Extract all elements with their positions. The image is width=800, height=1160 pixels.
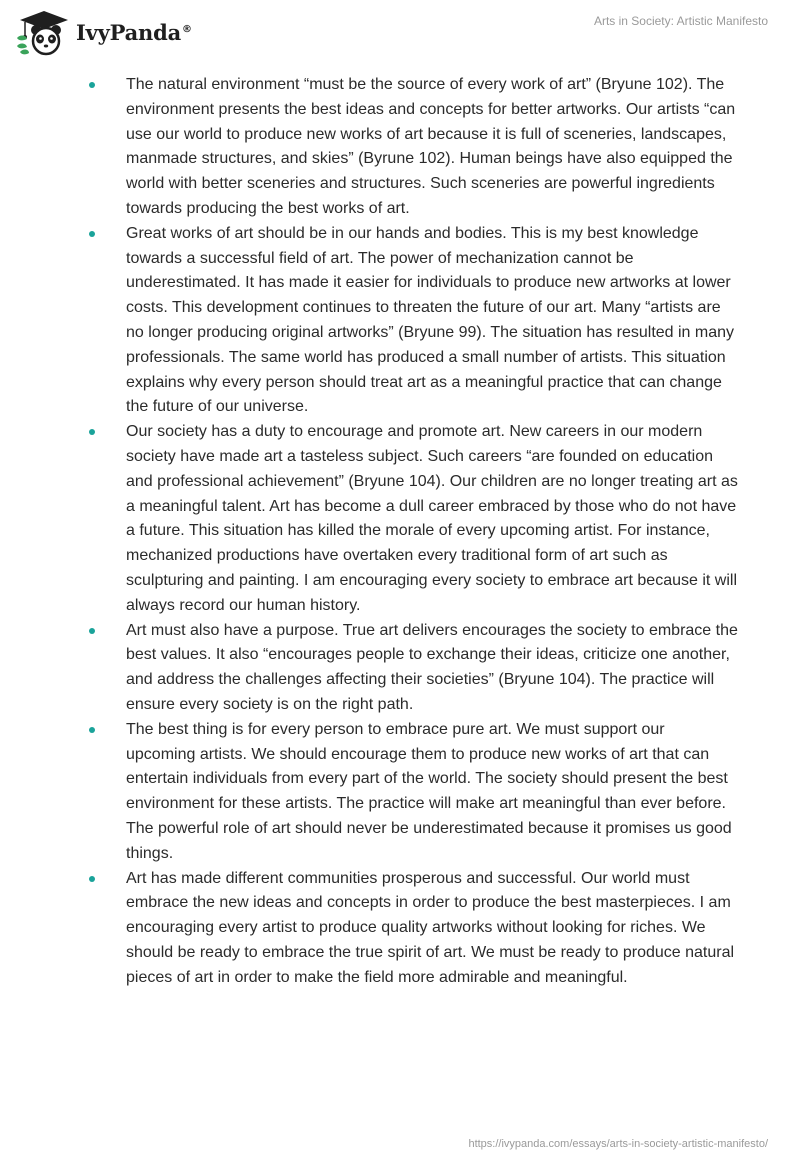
- list-item-text: Great works of art should be in our hands and bodies. This is my best knowledge towards a successful field of art. The power of mechanization cannot be underestimated. It has made it easier for individuals to produce new artworks at lower costs. This development continues to threaten the future of our art. Many “artists are no longer producing original artworks” (Bryune 99). The situation has resulted in many professionals. The same world has produced a small number of artists. This situation explains why every person should treat art as a meaningful practice that can change the future of our universe.: [126, 224, 735, 416]
- ivypanda-logo[interactable]: [14, 8, 194, 56]
- bullet-dot-icon: [89, 82, 95, 88]
- document-title: Arts in Society: Artistic Manifesto: [593, 14, 768, 28]
- manifesto-list: [88, 73, 738, 990]
- list-item-text: The natural environment “must be the source of every work of art” (Bryune 102). The environment presents the best ideas and concepts for better artworks. Our artists “can use our world to produce new works of art because it is full of sceneries, landscapes, manmade structures, and skies” (Byrune 102). Human beings have also equipped the world with better sceneries and structures. Such sceneries are powerful ingredients towards producing the best works of art.: [126, 76, 736, 217]
- bullet-dot-icon: [89, 429, 95, 435]
- list-item: [88, 420, 738, 618]
- bullet-dot-icon: [89, 727, 95, 733]
- list-item-text: The best thing is for every person to embrace pure art. We must support our upcoming artists. We should encourage them to produce new works of art that can entertain individuals from every part of the world. The society should present the best environment for these artists. The practice will make art meaningful than ever before. The powerful role of art should never be underestimated because it promises us good things.: [126, 720, 732, 862]
- list-item: [88, 222, 738, 420]
- page-header: [0, 0, 800, 60]
- bullet-dot-icon: [89, 628, 95, 634]
- logo-wordmark: IvyPanda®: [76, 19, 192, 45]
- source-url-link[interactable]: https://ivypanda.com/essays/arts-in-society-artistic-manifesto/: [468, 1138, 768, 1150]
- list-item: [88, 73, 738, 222]
- list-item-text: Art must also have a purpose. True art delivers encourages the society to embrace the best values. It also “encourages people to exchange their ideas, criticize one another, and address the challenges affecting their societies” (Bryune 104). The practice will ensure every society is on the right path.: [126, 621, 738, 713]
- list-item-text: Art has made different communities prosperous and successful. Our world must embrace the new ideas and concepts in order to produce the best masterpieces. I am encouraging every artist to produce quality artworks without looking for riches. We should be ready to embrace the true spirit of art. We must be ready to produce natural pieces of art in order to make the field more admirable and meaningful.: [126, 869, 735, 986]
- list-item: [88, 619, 738, 718]
- list-item: [88, 867, 738, 991]
- bullet-dot-icon: [89, 231, 95, 237]
- bullet-dot-icon: [89, 876, 95, 882]
- list-item-text: Our society has a duty to encourage and promote art. New careers in our modern society have made art a tasteless subject. Such careers “are founded on education and professional achievement” (Bryune 104). Our children are no longer treating art as a meaningful talent. Art has become a dull career embraced by those who do not have a future. This situation has killed the morale of every upcoming artist. For instance, mechanized productions have overtaken every traditional form of art such as sculpturing and painting. I am encouraging every society to embrace art because it will always record our human history.: [126, 423, 738, 614]
- list-item: [88, 718, 738, 867]
- essay-content: [88, 73, 738, 990]
- panda-logo-icon: [14, 8, 72, 56]
